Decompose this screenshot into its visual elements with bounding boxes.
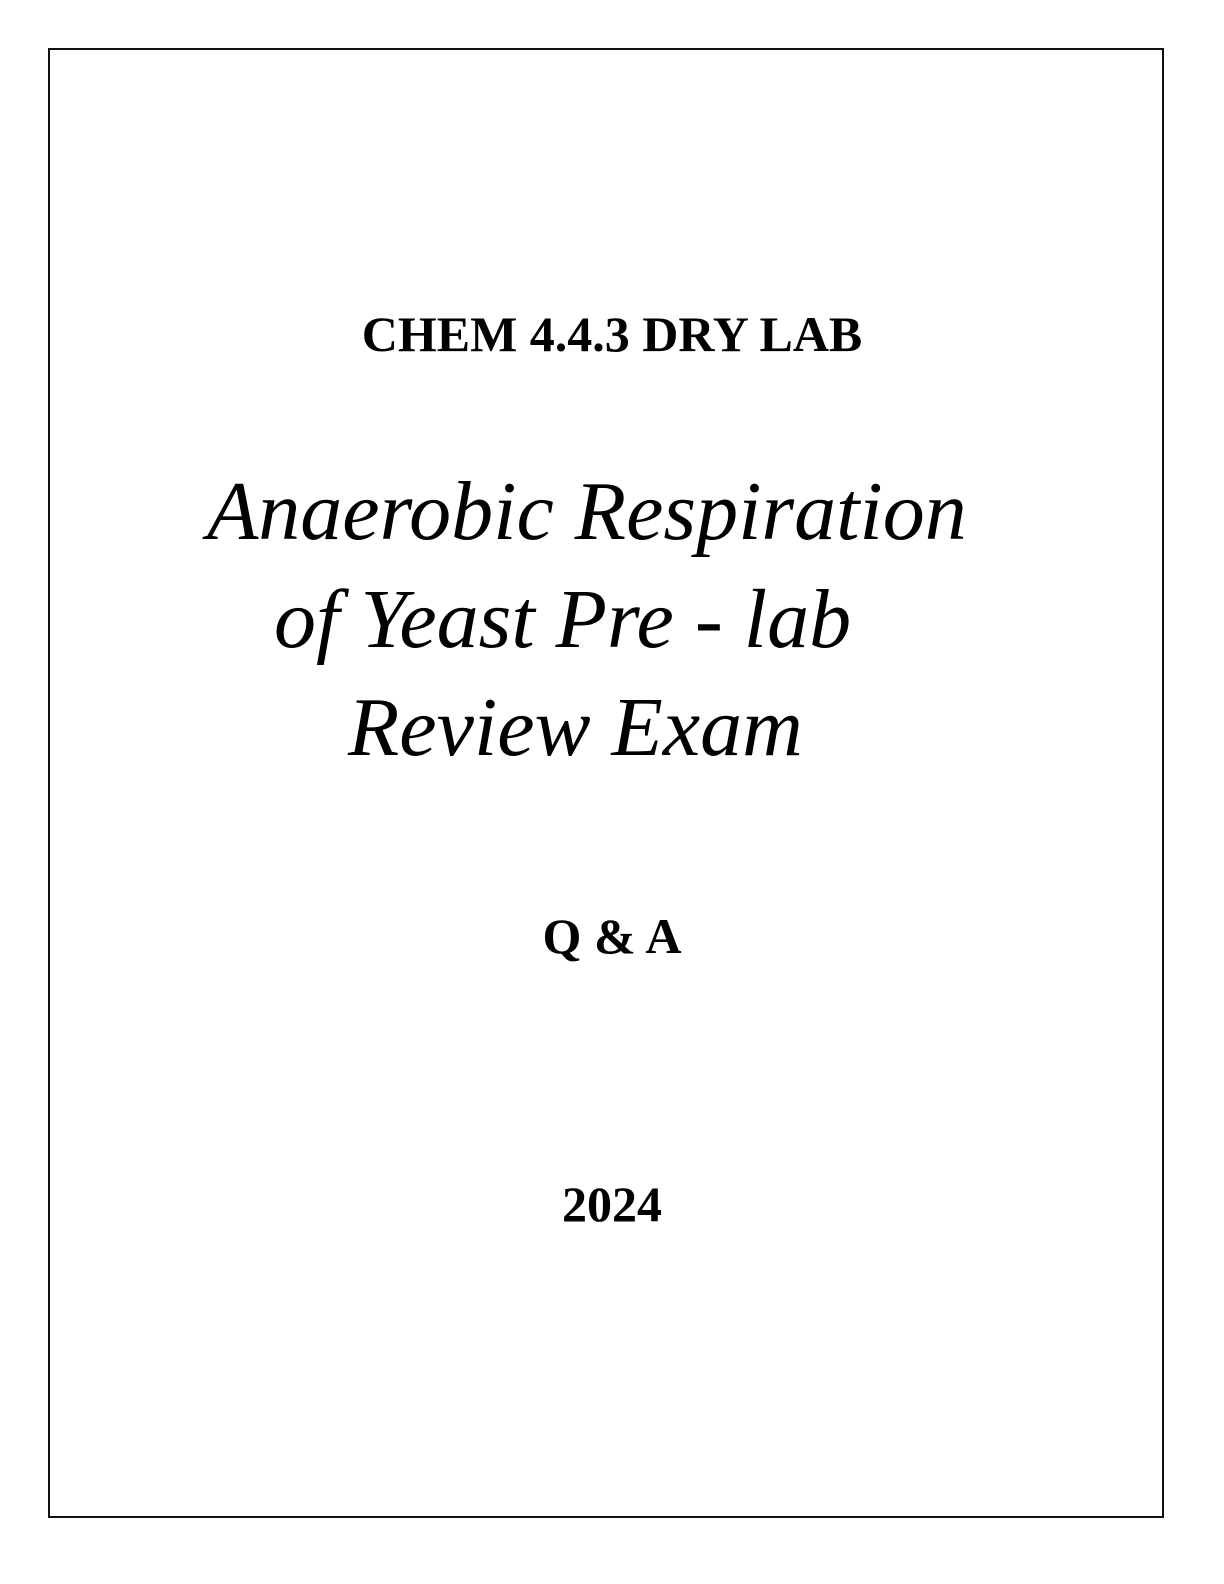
format-label: Q & A [542,908,682,964]
course-code: CHEM 4.4.3 DRY LAB [361,306,863,362]
exam-title-line-3: Review Exam [348,681,803,774]
exam-title-line-2: of Yeast Pre - lab [274,573,852,666]
year: 2024 [562,1176,662,1232]
exam-title-line-1: Anaerobic Respiration [207,465,967,558]
page-border [48,48,1164,1518]
